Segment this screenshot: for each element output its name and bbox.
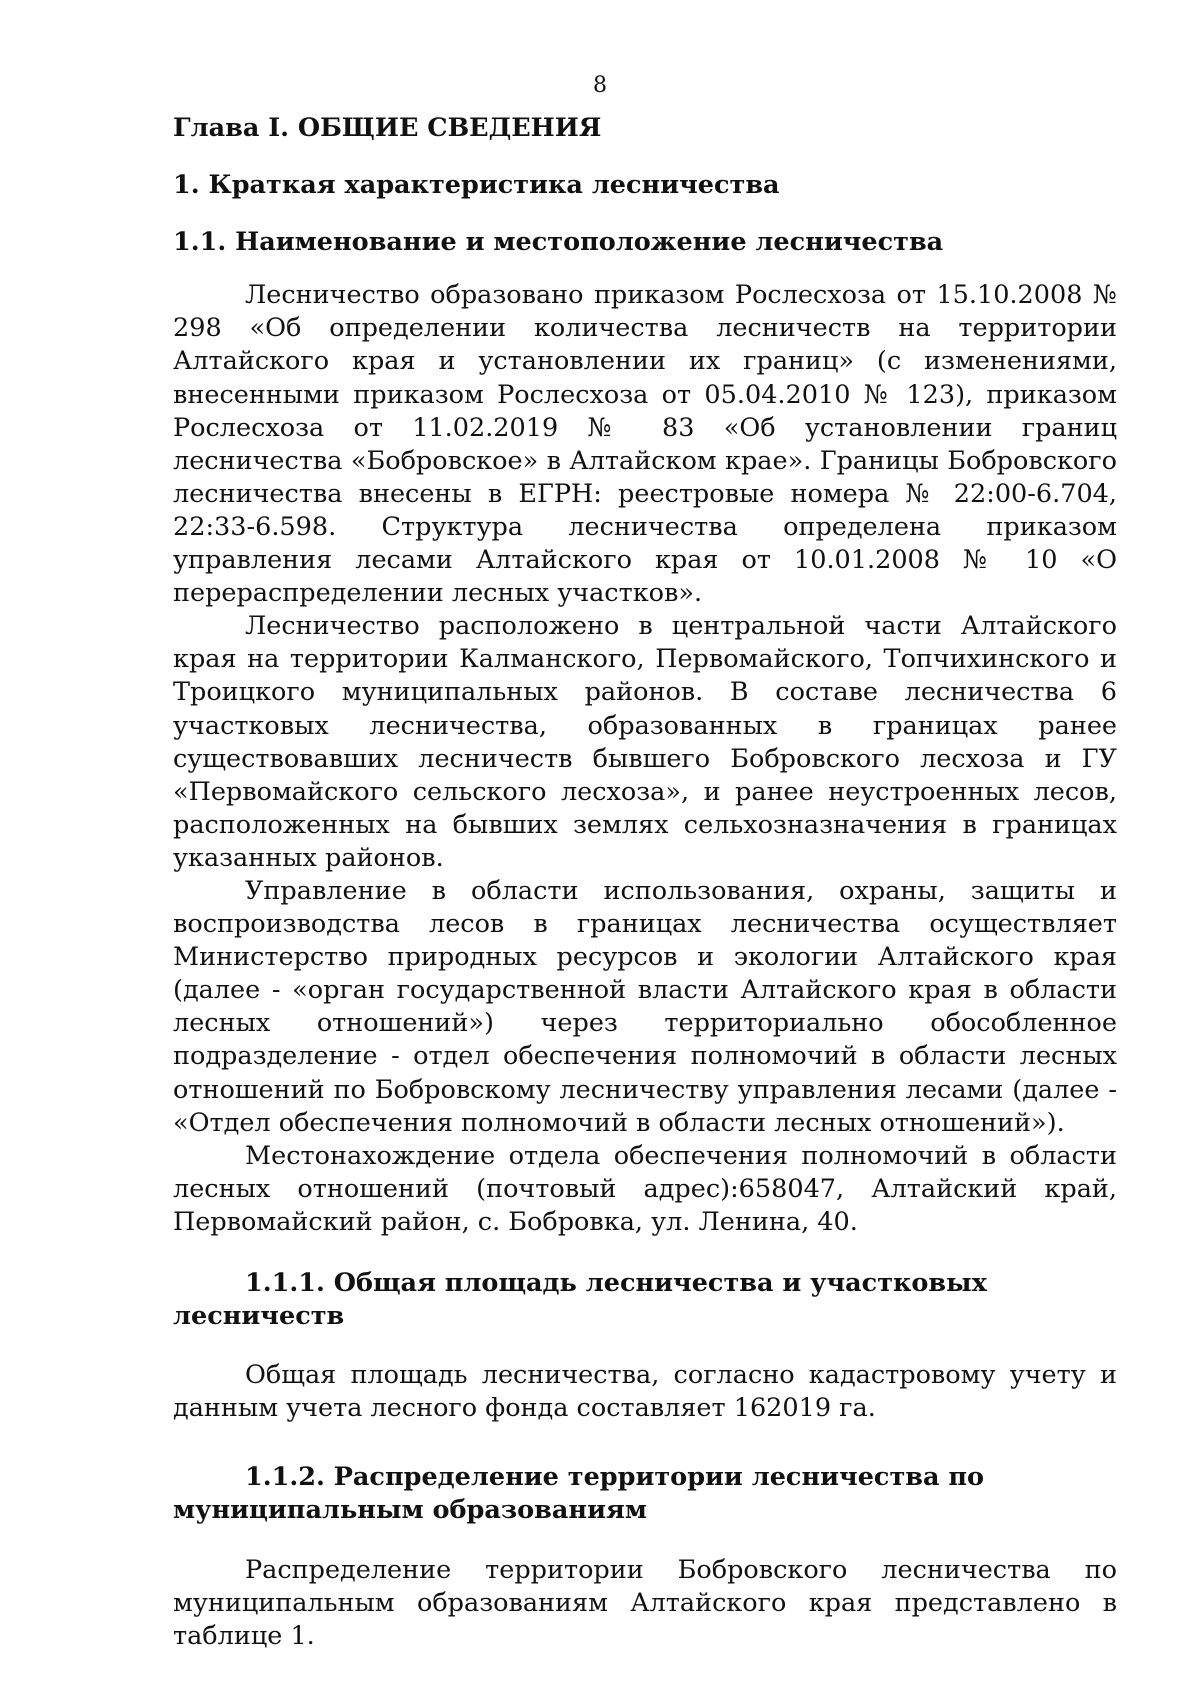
paragraph-management: Управление в области использования, охраны, защиты и воспроизводства лесов в границах лесничества осуществляет Министерство природных ресурсов и экологии Алтайского края (далее - «орган государственной власти Алтайского края в области лесных отношений») через территориально обособленное подразделение - отдел обеспечения полномочий в области лесных отношений по Бобровскому лесничеству управления лесами (далее - «Отдел обеспечения полномочий в области лесных отношений»). [173, 875, 1117, 1138]
section-heading-1-1: 1.1. Наименование и местоположение лесничества [173, 227, 944, 258]
page-number: 8 [593, 73, 607, 98]
chapter-heading: Глава I. ОБЩИЕ СВЕДЕНИЯ [173, 113, 602, 143]
section-heading-1-1-2: 1.1.2. Распределение территории лесничества по муниципальным образованиям [173, 1462, 985, 1526]
paragraph-location: Лесничество расположено в центральной части Алтайского края на территории Калманского, Первомайского, Топчихинского и Троицкого муниципальных районов. В составе лесничества 6 участковых лесничества, образованных в границах ранее существовавших лесничеств бывшего Бобровского лесхоза и ГУ «Первомайского сельского лесхоза», и ранее неустроенных лесов, расположенных на бывших землях сельхозназначения в границах указанных районов. [173, 611, 1117, 873]
section-heading-1-1-1: 1.1.1. Общая площадь лесничества и участковых лесничеств [173, 1268, 987, 1332]
paragraph-establishment: Лесничество образовано приказом Рослесхоза от 15.10.2008 № 298 «Об определении количества лесничеств на территории Алтайского края и установлении их границ» (с изменениями, внесенными приказом Рослесхоза от 05.04.2010 № 123), приказом Рослесхоза от 11.02.2019 № 83 «Об установлении границ лесничества «Бобровское» в Алтайском крае». Границы Бобровского лесничества внесены в ЕГРН: реестровые номера № 22:00-6.704, 22:33-6.598. Структура лесничества определена приказом управления лесами Алтайского края от 10.01.2008 № 10 «О перераспределении лесных участков». [173, 280, 1117, 609]
document-body [173, 112, 1117, 1653]
paragraph-total-area: Общая площадь лесничества, согласно кадастровому учету и данным учета лесного фонда составляет 162019 га. [173, 1360, 1117, 1424]
paragraph-address: Местонахождение отдела обеспечения полномочий в области лесных отношений (почтовый адрес):658047, Алтайский край, Первомайский район, с. Бобровка, ул. Ленина, 40. [173, 1140, 1117, 1237]
paragraph-distribution: Распределение территории Бобровского лесничества по муниципальным образованиям Алтайского края представлено в таблице 1. [173, 1554, 1117, 1651]
section-heading-1: 1. Краткая характеристика лесничества [173, 170, 780, 201]
